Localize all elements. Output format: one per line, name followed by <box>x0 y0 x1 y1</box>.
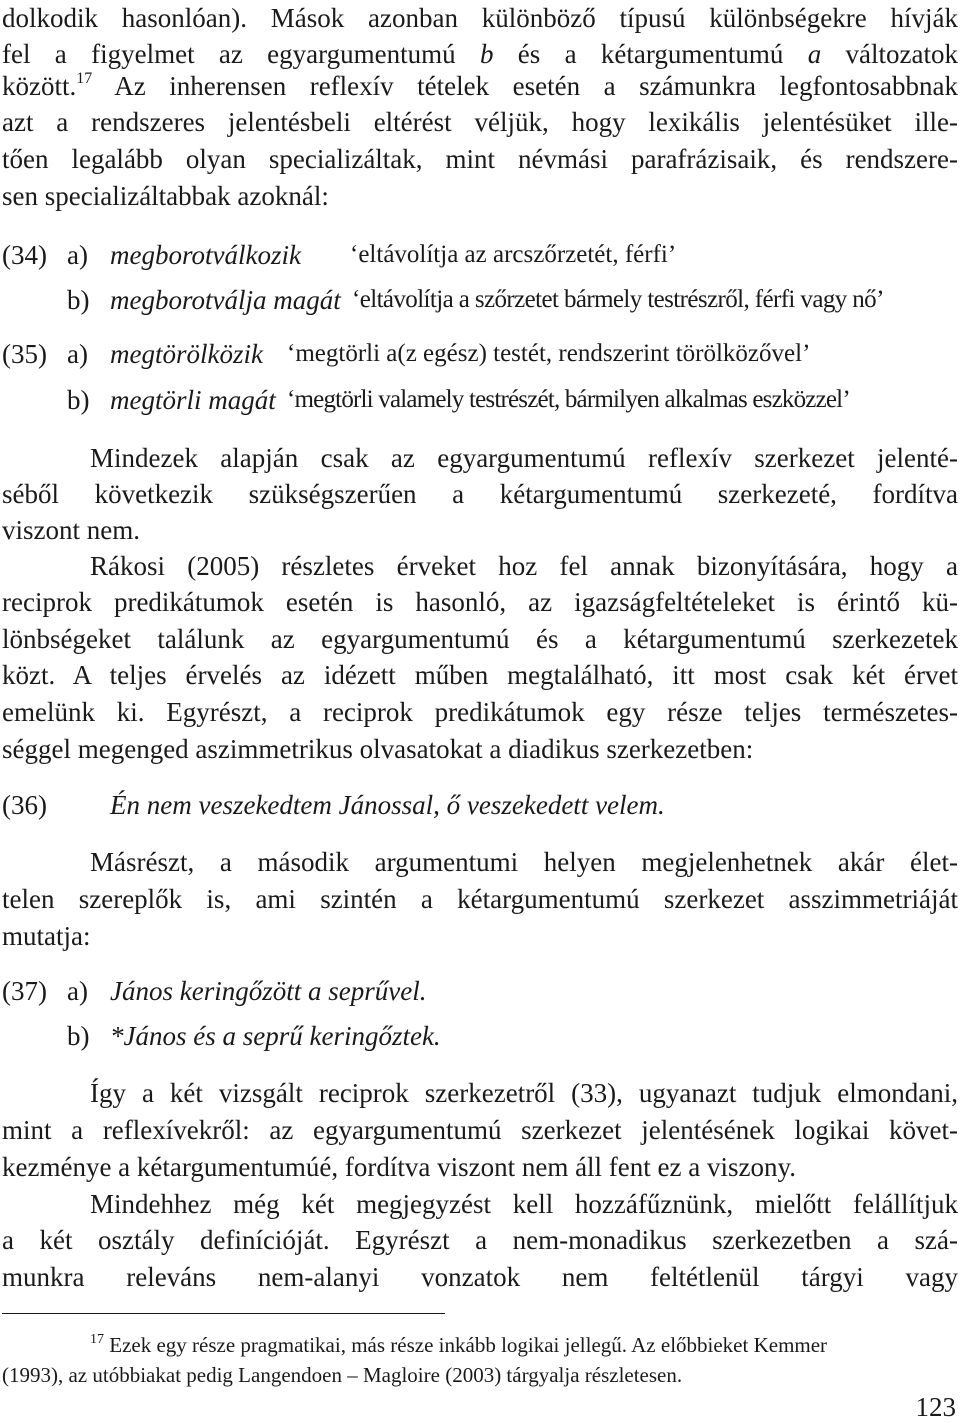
text-line <box>2 178 958 214</box>
example-number: (37) <box>2 976 47 1006</box>
text-line <box>2 141 958 177</box>
text-line <box>2 1149 958 1185</box>
text-span: azt a rendszeres jelentésbeli eltérést véljük, hogy lexikális jelentésüket ille- <box>2 107 958 137</box>
text-line <box>2 476 958 512</box>
example-number: (35) <box>2 339 47 369</box>
text-span: dolkodik hasonlóan). Mások azonban különböző típusú különbségekre hívják <box>2 3 958 33</box>
example-form: megtörölközik <box>110 339 263 369</box>
text-span: fel a figyelmet az egyargumentumú <box>2 39 480 69</box>
example-label: b) <box>67 1021 90 1051</box>
text-span: tően legalább olyan specializáltak, mint névmási parafrázisaik, és rendszere- <box>2 144 958 174</box>
footnote-marker: 17 <box>90 1332 104 1347</box>
text-span: Másrészt, a második argumentumi helyen megjelenhetnek akár élet- <box>90 847 958 877</box>
text-span: reciprok predikátumok esetén is hasonló, az igazságfeltételeket is érintő kü- <box>2 587 958 617</box>
text-line <box>2 584 958 620</box>
text-span: és a kétargumentumú <box>493 39 808 69</box>
text-line <box>2 1259 958 1295</box>
text-span: Így a két vizsgált reciprok szerkezetről (33), ugyanazt tudjuk elmondani, <box>90 1078 958 1108</box>
italic-symbol: a <box>807 39 822 69</box>
example-label: b) <box>67 285 90 315</box>
italic-symbol: b <box>479 39 494 69</box>
text-line <box>2 36 958 72</box>
example-label: a) <box>67 339 88 369</box>
example-sentence: Én nem veszekedtem Jánossal, ő veszekedett velem. <box>110 790 665 820</box>
text-span: (1993), az utóbbiakat pedig Langendoen – Magloire (2003) tárgyalja részletesen. <box>2 1363 683 1387</box>
example-form: megtörli magát <box>110 385 276 415</box>
text-span: lönbségeket találunk az egyargumentumú és a kétargumentumú szerkezetek <box>2 624 958 654</box>
footnote-divider <box>2 1313 445 1314</box>
example-label: a) <box>67 976 88 1006</box>
text-line <box>2 918 958 954</box>
text-line <box>2 1222 958 1258</box>
text-line <box>2 731 958 767</box>
text-line <box>2 104 958 140</box>
text-span: mutatja: <box>2 921 91 951</box>
text-line <box>2 621 958 657</box>
text-line <box>90 1186 958 1222</box>
text-span: Rákosi (2005) részletes érveket hoz fel annak bizonyítására, hogy a <box>90 551 958 581</box>
text-line <box>90 1075 958 1111</box>
text-span: séggel megenged aszimmetrikus olvasatokat a diadikus szerkezetben: <box>2 734 754 764</box>
example-sentence: János keringőzött a seprűvel. <box>110 976 427 1006</box>
example-label: a) <box>67 240 88 270</box>
text-span: között. <box>2 71 77 101</box>
text-span: viszont nem. <box>2 515 140 545</box>
footnote-line <box>2 1360 958 1390</box>
text-line <box>2 881 958 917</box>
example-number: (34) <box>2 240 47 270</box>
example-form: megborotválja magát <box>110 285 341 315</box>
example-sentence: *János és a seprű keringőztek. <box>110 1021 441 1051</box>
text-line <box>2 512 958 548</box>
text-line <box>2 0 958 36</box>
text-span: Ezek egy része pragmatikai, más része inkább logikai jellegű. Az előbbieket Kemmer <box>104 1333 828 1357</box>
text-span: változatok <box>821 39 958 69</box>
text-line <box>2 694 958 730</box>
text-span: séből következik szükségszerűen a kétargumentumú szerkezeté, fordítva <box>2 479 958 509</box>
example-number: (36) <box>2 790 47 820</box>
text-span: kezménye a kétargumentumúé, fordítva viszont nem áll fent ez a viszony. <box>2 1152 796 1182</box>
text-span: munkra releváns nem-alanyi vonzatok nem feltétlenül tárgyi vagy <box>2 1262 958 1292</box>
text-span: Az inherensen reflexív tételek esetén a számunkra legfontosabbnak <box>92 71 958 101</box>
text-span: mint a reflexívekről: az egyargumentumú szerkezet jelentésének logikai követ- <box>2 1115 958 1145</box>
text-span: a két osztály definícióját. Egyrészt a nem-monadikus szerkezetben a szá- <box>2 1225 958 1255</box>
text-span: Mindezek alapján csak az egyargumentumú reflexív szerkezet jelenté- <box>90 443 958 473</box>
text-line <box>90 440 958 476</box>
text-span: sen specializáltabbak azoknál: <box>2 181 329 211</box>
example-gloss: ‘megtörli a(z egész) testét, rendszerint törölközővel’ <box>287 340 811 367</box>
footnote-line <box>90 1330 958 1360</box>
page-number: 123 <box>915 1392 956 1422</box>
example-label: b) <box>67 385 90 415</box>
example-gloss: ‘megtörli valamely testrészét, bármilyen alkalmas eszközzel’ <box>287 386 850 413</box>
footnote-reference: 17 <box>76 70 93 87</box>
text-span: telen szereplők is, ami szintén a kétargumentumú szerkezet asszimmetriáját <box>2 884 958 914</box>
text-span: Mindehhez még két megjegyzést kell hozzáfűznünk, mielőtt felállítjuk <box>90 1189 958 1219</box>
example-gloss: ‘eltávolítja a szőrzetet bármely testrészről, férfi vagy nő’ <box>352 286 884 313</box>
example-gloss: ‘eltávolítja az arcszőrzetét, férfi’ <box>350 241 677 268</box>
text-span: közt. A teljes érvelés az idézett műben megtalálható, itt most csak két érvet <box>2 660 958 690</box>
text-line <box>2 68 958 104</box>
text-line <box>2 657 958 693</box>
text-line <box>2 1112 958 1148</box>
example-form: megborotválkozik <box>110 240 301 270</box>
text-line <box>90 548 958 584</box>
text-span: emelünk ki. Egyrészt, a reciprok predikátumok egy része teljes természetes- <box>2 697 958 727</box>
text-line <box>90 844 958 880</box>
